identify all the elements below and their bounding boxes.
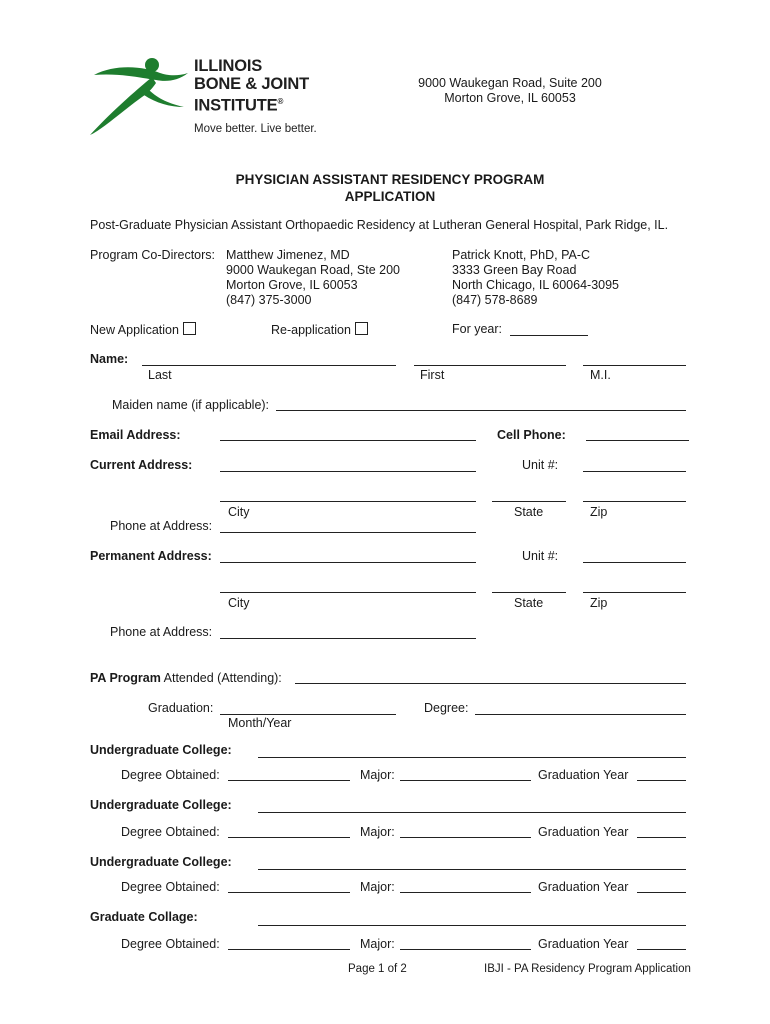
name-label: Name: [90, 352, 129, 366]
degree-obtained-field[interactable] [228, 949, 350, 950]
maiden-name-label: Maiden name (if applicable): [112, 398, 270, 412]
education-heading: Undergraduate College: [90, 743, 232, 757]
education-heading: Undergraduate College: [90, 855, 232, 869]
permanent-state-field[interactable] [492, 592, 566, 593]
current-city-caption: City [228, 505, 250, 519]
email-field[interactable] [220, 440, 476, 441]
college-name-field[interactable] [258, 925, 686, 926]
last-name-caption: Last [148, 368, 172, 382]
current-address-label: Current Address: [90, 458, 193, 472]
permanent-address-field[interactable] [220, 562, 476, 563]
permanent-zip-field[interactable] [583, 592, 686, 593]
last-name-field[interactable] [142, 365, 396, 366]
current-phone-field[interactable] [220, 532, 476, 533]
director-1 [226, 248, 400, 308]
header-address-line-2: Morton Grove, IL 60053 [444, 91, 576, 105]
email-label: Email Address: [90, 428, 181, 442]
month-year-caption: Month/Year [228, 716, 292, 730]
education-heading: Undergraduate College: [90, 798, 232, 812]
degree-field[interactable] [475, 714, 686, 715]
graduation-field[interactable] [220, 714, 396, 715]
graduation-year-label: Graduation Year [538, 880, 629, 894]
major-field[interactable] [400, 949, 531, 950]
graduation-year-field[interactable] [637, 949, 686, 950]
degree-obtained-label: Degree Obtained: [121, 768, 220, 782]
permanent-state-caption: State [514, 596, 544, 610]
middle-initial-field[interactable] [583, 365, 686, 366]
major-label: Major: [360, 880, 395, 894]
graduation-year-label: Graduation Year [538, 768, 629, 782]
major-label: Major: [360, 768, 395, 782]
maiden-name-field[interactable] [276, 410, 686, 411]
current-state-field[interactable] [492, 501, 566, 502]
first-name-caption: First [420, 368, 445, 382]
logo-tagline: Move better. Live better. [194, 123, 317, 135]
footer-document-name: IBJI - PA Residency Program Application [484, 963, 691, 975]
logo-line-3: INSTITUTE [194, 96, 278, 115]
college-name-field[interactable] [258, 869, 686, 870]
current-unit-label: Unit #: [522, 458, 559, 472]
logo [86, 55, 346, 145]
permanent-phone-field[interactable] [220, 638, 476, 639]
pa-program-field[interactable] [295, 683, 686, 684]
reapplication-option [271, 322, 368, 337]
title-line-2: APPLICATION [344, 189, 436, 204]
director-2-street: 3333 Green Bay Road [452, 263, 577, 277]
reapplication-label: Re-application [271, 323, 351, 337]
major-label: Major: [360, 825, 395, 839]
cell-phone-field[interactable] [586, 440, 689, 441]
graduation-year-label: Graduation Year [538, 825, 629, 839]
current-phone-label: Phone at Address: [110, 519, 213, 533]
current-zip-caption: Zip [590, 505, 608, 519]
middle-initial-caption: M.I. [590, 368, 611, 382]
degree-obtained-label: Degree Obtained: [121, 937, 220, 951]
reapplication-checkbox[interactable] [355, 322, 368, 335]
registered-mark: ® [277, 97, 284, 106]
degree-label: Degree: [424, 701, 469, 715]
current-unit-field[interactable] [583, 471, 686, 472]
pa-program-label [90, 671, 282, 685]
degree-obtained-label: Degree Obtained: [121, 880, 220, 894]
permanent-unit-label: Unit #: [522, 549, 559, 563]
header-address-line-1: 9000 Waukegan Road, Suite 200 [418, 76, 602, 90]
current-zip-field[interactable] [583, 501, 686, 502]
director-1-street: 9000 Waukegan Road, Ste 200 [226, 263, 400, 277]
pa-program-label-bold: PA Program [90, 671, 161, 685]
pa-program-label-rest: Attended (Attending): [160, 671, 282, 685]
logo-line-2: BONE & JOINT [194, 75, 309, 93]
permanent-phone-label: Phone at Address: [110, 625, 213, 639]
permanent-city-field[interactable] [220, 592, 476, 593]
graduation-year-field[interactable] [637, 780, 686, 781]
degree-obtained-field[interactable] [228, 892, 350, 893]
major-field[interactable] [400, 780, 531, 781]
education-heading: Graduate Collage: [90, 910, 198, 924]
intro-text: Post-Graduate Physician Assistant Orthopaedic Residency at Lutheran General Hospital, Park Ridge, IL. [90, 218, 669, 232]
graduation-label: Graduation: [148, 701, 214, 715]
current-address-field[interactable] [220, 471, 476, 472]
page-title [190, 171, 590, 205]
degree-obtained-label: Degree Obtained: [121, 825, 220, 839]
new-application-option [90, 322, 196, 337]
current-state-caption: State [514, 505, 544, 519]
permanent-unit-field[interactable] [583, 562, 686, 563]
director-2-name: Patrick Knott, PhD, PA-C [452, 248, 591, 262]
permanent-city-caption: City [228, 596, 250, 610]
director-2 [452, 248, 619, 308]
directors-label: Program Co-Directors: [90, 248, 216, 262]
director-1-name: Matthew Jimenez, MD [226, 248, 350, 262]
permanent-address-label: Permanent Address: [90, 549, 212, 563]
major-field[interactable] [400, 892, 531, 893]
major-label: Major: [360, 937, 395, 951]
cell-phone-label: Cell Phone: [497, 428, 566, 442]
graduation-year-label: Graduation Year [538, 937, 629, 951]
permanent-zip-caption: Zip [590, 596, 608, 610]
new-application-checkbox[interactable] [183, 322, 196, 335]
graduation-year-field[interactable] [637, 837, 686, 838]
director-1-city: Morton Grove, IL 60053 [226, 278, 358, 292]
for-year-field[interactable] [510, 335, 588, 336]
logo-line-1: ILLINOIS [194, 57, 263, 75]
graduation-year-field[interactable] [637, 892, 686, 893]
new-application-label: New Application [90, 323, 179, 337]
director-2-city: North Chicago, IL 60064-3095 [452, 278, 620, 292]
degree-obtained-field[interactable] [228, 780, 350, 781]
college-name-field[interactable] [258, 812, 686, 813]
page-number: Page 1 of 2 [348, 963, 407, 975]
first-name-field[interactable] [414, 365, 566, 366]
logo-figure-icon [86, 55, 191, 137]
college-name-field[interactable] [258, 757, 686, 758]
director-2-phone: (847) 578-8689 [452, 293, 538, 307]
title-line-1: PHYSICIAN ASSISTANT RESIDENCY PROGRAM [235, 172, 545, 187]
major-field[interactable] [400, 837, 531, 838]
degree-obtained-field[interactable] [228, 837, 350, 838]
for-year-label: For year: [452, 322, 503, 336]
current-city-field[interactable] [220, 501, 476, 502]
director-1-phone: (847) 375-3000 [226, 293, 312, 307]
header-address [400, 76, 620, 106]
